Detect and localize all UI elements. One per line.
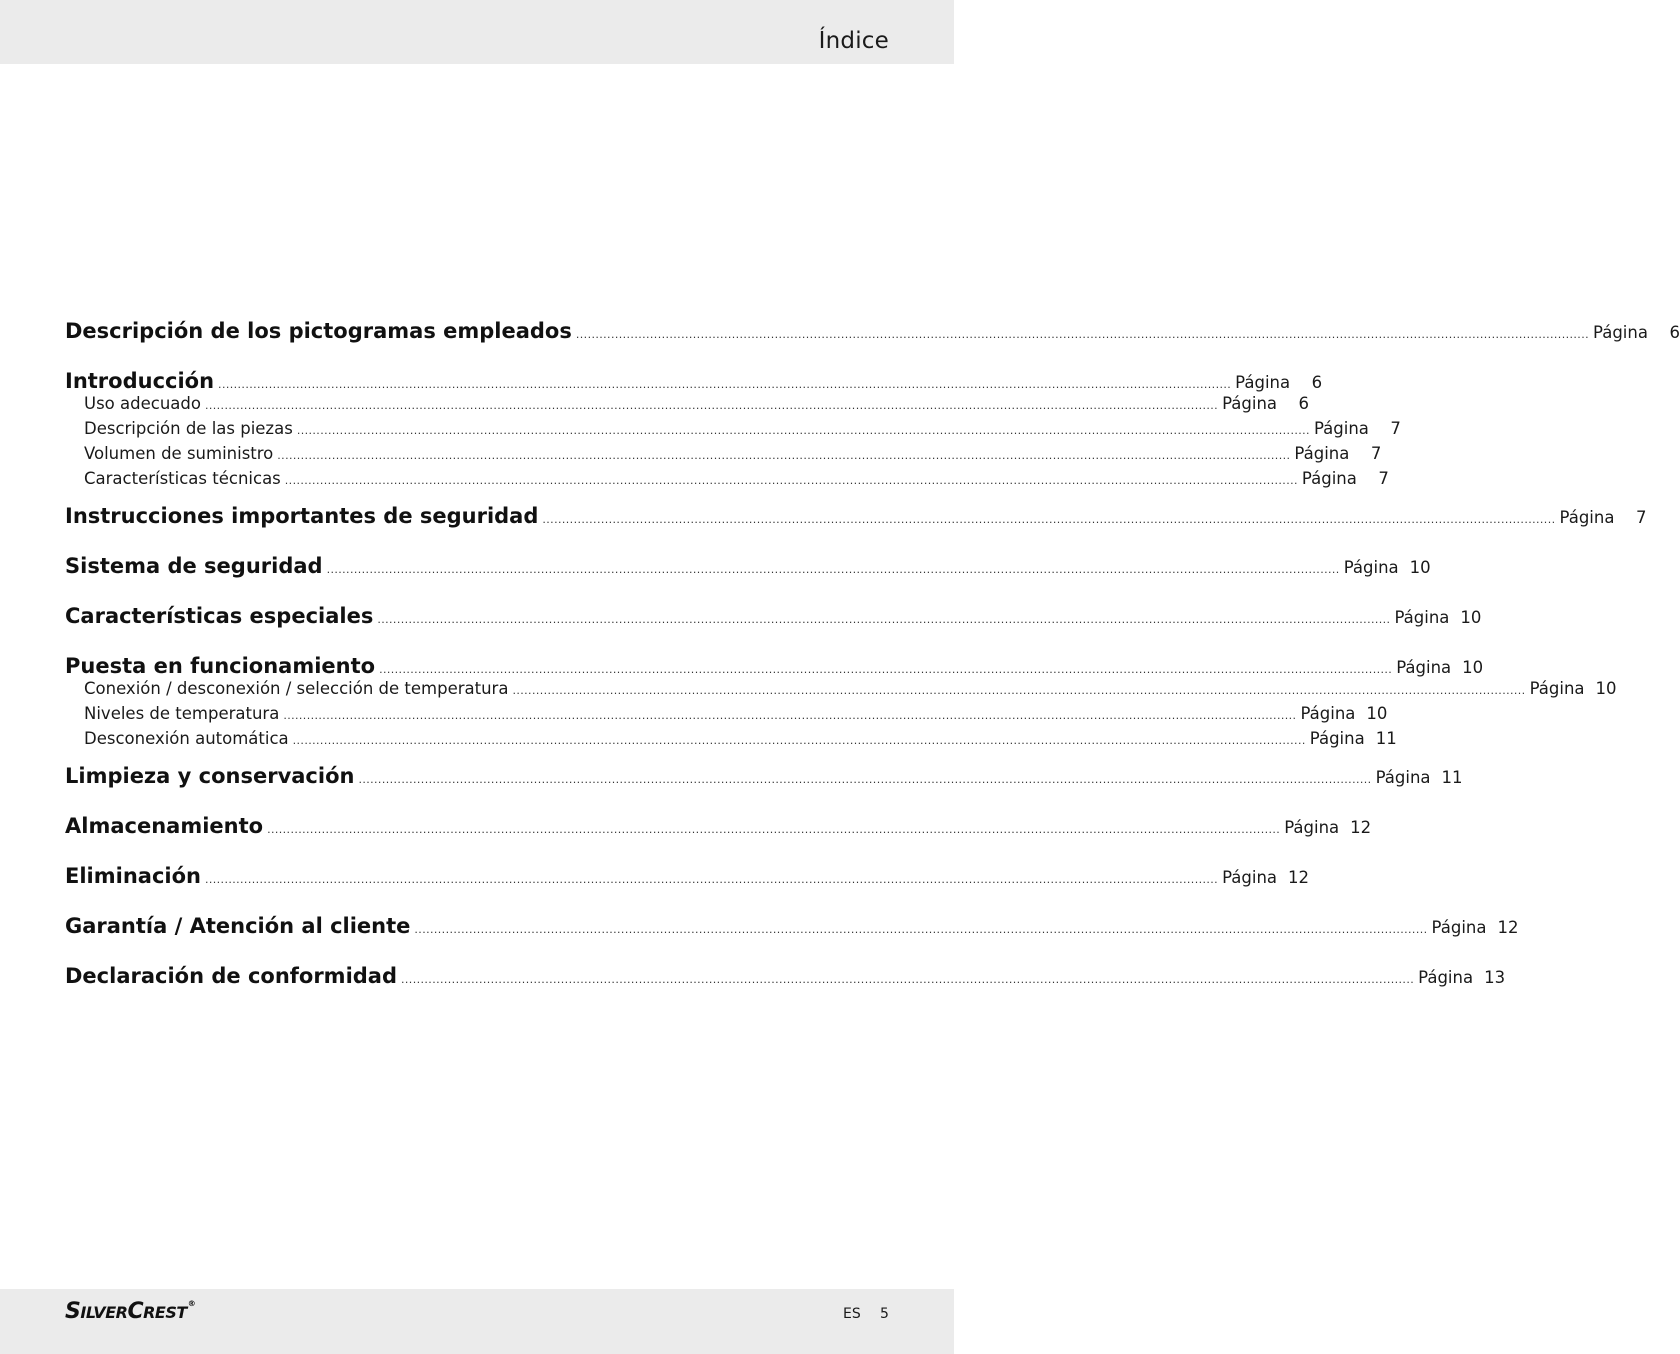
toc-leader-dots: ....................................................................................................................................................................................................................................................................: [512, 684, 1526, 697]
toc-entry-title: Uso adecuado: [84, 394, 201, 413]
toc-page-word: Página: [1343, 558, 1399, 577]
toc-entry: [65, 814, 1372, 864]
toc-entry: [65, 369, 1323, 394]
toc-page-word: Página: [1394, 608, 1450, 627]
table-of-contents: [65, 319, 1680, 1014]
toc-page-word: Página: [1294, 444, 1350, 463]
silvercrest-logo: SILVERCREST®: [65, 1299, 196, 1324]
toc-leader-dots: ....................................................................................................................................................................................................................................................................: [277, 449, 1291, 462]
toc-entry-title: Descripción de los pictogramas empleados: [65, 319, 572, 343]
toc-leader-dots: ....................................................................................................................................................................................................................................................................: [401, 973, 1415, 986]
toc-page-word: Página: [1235, 373, 1291, 392]
toc-page-number: 7: [1378, 469, 1389, 488]
toc-entry-title: Limpieza y conservación: [65, 764, 355, 788]
toc-page-word: Página: [1300, 704, 1356, 723]
toc-entry-title: Puesta en funcionamiento: [65, 654, 376, 678]
toc-entry: [65, 704, 1388, 729]
toc-leader-dots: ....................................................................................................................................................................................................................................................................: [377, 613, 1391, 626]
toc-entry-title: Características técnicas: [84, 469, 281, 488]
footer-page-number: 5: [880, 1306, 889, 1322]
toc-page-word: Página: [1222, 868, 1278, 887]
toc-leader-dots: ....................................................................................................................................................................................................................................................................: [218, 378, 1232, 391]
toc-entry-title: Características especiales: [65, 604, 374, 628]
toc-page-word: Página: [1309, 729, 1365, 748]
toc-page-word: Página: [1593, 323, 1648, 342]
toc-page-word: Página: [1431, 918, 1487, 937]
toc-page-word: Página: [1301, 469, 1357, 488]
toc-leader-dots: ....................................................................................................................................................................................................................................................................: [296, 424, 1310, 437]
toc-page-number: 6: [1669, 323, 1680, 342]
toc-page-word: Página: [1375, 768, 1431, 787]
toc-leader-dots: ....................................................................................................................................................................................................................................................................: [204, 873, 1219, 886]
toc-page-number: 13: [1484, 968, 1506, 987]
toc-entry-title: Almacenamiento: [65, 814, 264, 838]
toc-leader-dots: ....................................................................................................................................................................................................................................................................: [358, 773, 1372, 786]
toc-entry-title: Garantía / Atención al cliente: [65, 914, 411, 938]
toc-entry: [65, 864, 1310, 914]
toc-entry: [65, 394, 1310, 419]
toc-entry: [65, 419, 1401, 444]
toc-leader-dots: ....................................................................................................................................................................................................................................................................: [379, 663, 1393, 676]
toc-page-number: 6: [1298, 394, 1310, 413]
toc-page-number: 10: [1366, 704, 1388, 723]
toc-leader-dots: ....................................................................................................................................................................................................................................................................: [575, 328, 1589, 341]
toc-leader-dots: ....................................................................................................................................................................................................................................................................: [292, 734, 1306, 747]
toc-page-word: Página: [1284, 818, 1340, 837]
toc-page-word: Página: [1418, 968, 1474, 987]
toc-page-number: 11: [1375, 729, 1397, 748]
toc-leader-dots: ....................................................................................................................................................................................................................................................................: [284, 474, 1298, 487]
toc-page-number: 7: [1370, 444, 1382, 463]
toc-entry: [65, 319, 1680, 369]
toc-page-number: 12: [1497, 918, 1519, 937]
toc-page-word: Página: [1559, 508, 1615, 527]
toc-entry: [65, 604, 1482, 654]
toc-entry: [65, 554, 1431, 604]
toc-leader-dots: ....................................................................................................................................................................................................................................................................: [414, 923, 1428, 936]
toc-entry: [65, 679, 1617, 704]
toc-page-word: Página: [1222, 394, 1278, 413]
toc-entry: [65, 504, 1647, 554]
toc-entry-title: Desconexión automática: [84, 729, 289, 748]
toc-page-word: Página: [1396, 658, 1452, 677]
toc-entry-title: Descripción de las piezas: [84, 419, 293, 438]
header-band: [0, 0, 954, 64]
toc-page-number: 10: [1595, 679, 1617, 698]
footer-language: ES: [843, 1306, 861, 1322]
toc-page-word: Página: [1313, 419, 1369, 438]
toc-entry-title: Volumen de suministro: [84, 444, 274, 463]
toc-page-number: 6: [1311, 373, 1323, 392]
toc-entry-title: Declaración de conformidad: [65, 964, 398, 988]
toc-leader-dots: ....................................................................................................................................................................................................................................................................: [204, 399, 1219, 412]
toc-leader-dots: ....................................................................................................................................................................................................................................................................: [267, 823, 1281, 836]
toc-leader-dots: ....................................................................................................................................................................................................................................................................: [283, 709, 1297, 722]
toc-entry-title: Conexión / desconexión / selección de temperatura: [84, 679, 509, 698]
toc-entry-title: Introducción: [65, 369, 215, 393]
toc-entry-title: Niveles de temperatura: [84, 704, 280, 723]
toc-entry: [65, 964, 1506, 1014]
toc-entry: [65, 914, 1519, 964]
toc-entry: [65, 764, 1463, 814]
toc-page-number: 10: [1460, 608, 1482, 627]
toc-page-number: 7: [1390, 419, 1401, 438]
toc-entry: [65, 444, 1382, 469]
page-title: Índice: [818, 28, 889, 54]
toc-page-number: 7: [1635, 508, 1647, 527]
toc-leader-dots: ....................................................................................................................................................................................................................................................................: [326, 563, 1340, 576]
toc-page-number: 11: [1441, 768, 1463, 787]
toc-leader-dots: ....................................................................................................................................................................................................................................................................: [542, 513, 1556, 526]
toc-entry: [65, 729, 1397, 764]
toc-entry-title: Sistema de seguridad: [65, 554, 323, 578]
toc-entry: [65, 654, 1484, 679]
toc-page-number: 10: [1409, 558, 1431, 577]
toc-entry-title: Eliminación: [65, 864, 201, 888]
toc-page-number: 12: [1288, 868, 1310, 887]
toc-page-number: 12: [1350, 818, 1372, 837]
toc-entry: [65, 469, 1389, 504]
toc-entry-title: Instrucciones importantes de seguridad: [65, 504, 539, 528]
toc-page-word: Página: [1529, 679, 1585, 698]
toc-page-number: 10: [1462, 658, 1484, 677]
